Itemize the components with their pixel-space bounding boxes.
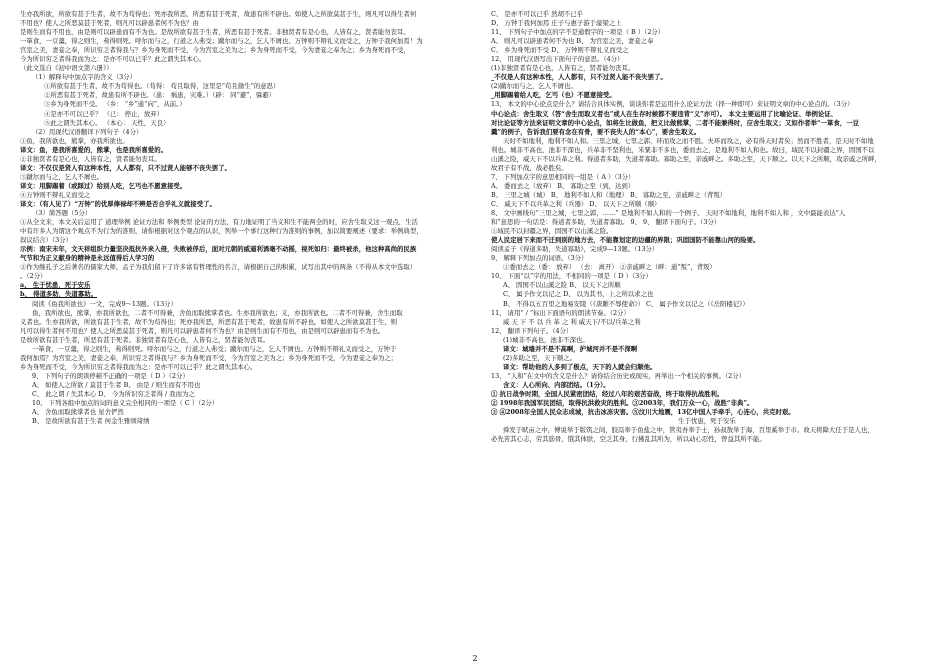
left-column-line: 。（2分）	[20, 272, 47, 281]
right-column-line: 10、 下面“以”字的用法，不相同的一项是（ D ）（3分）	[491, 272, 652, 281]
left-column-line: ③乡为身死而不受。 （乡： “乡”通“向”，从前。）	[44, 100, 186, 109]
right-column-line: 天时不如地利，地利不如人和。三里之城，七里之郭，环而攻之而不胜。夫环而攻之，必有得天时者矣；然而不胜者，是天时不如地	[503, 136, 874, 145]
right-column-line: (2)多助之至，天下顺之。	[503, 353, 576, 362]
left-column-line: 示例：南宋末年，文天祥组织力量坚决抵抗外来入侵，失败被俘后，面对元朝的威逼利诱毫不动摇，视死如归：最终被杀，他这种高尚的民族	[20, 245, 417, 254]
right-column-line: 7、 下列加点字的意思相同的一组是（ A ）（3分）	[491, 172, 635, 181]
right-column-line: 山溪之险，威天下不以兵革之利。得道者多助，失道者寡助。寡助之至，亲戚畔之。多助之至，天下顺之。以天下之所顺，攻亲戚之所畔，	[491, 154, 881, 163]
right-column-line: 11、 请用“ / ”标出下面语句的朗读节奏。（2分）	[491, 308, 630, 317]
left-column-line: 是则生而有不用也，由是则可以辟患而有不为也。是故所欲有甚于生者，所恶有甚于死者。非独贤者有是心也，人皆有之，贤者能勿丧耳。	[20, 28, 410, 37]
right-column-line: 羹”的例子，告诉我们要有念在有骨，要不丧失人的“本心”，要舍生取义。	[491, 127, 701, 136]
left-column-line: 译文：鱼，是我所喜爱的，熊掌，也是我所喜爱的。	[20, 145, 167, 154]
right-column-line: A、 委而去之（放弃） B、 寡助之至（到，达到）	[491, 181, 635, 190]
right-column-line: (2)蹴尔而与之，乞人不屑也。	[491, 82, 577, 91]
right-column-line: 和”意思的一句话是：得道者多助，失道者寡助。 9、 9、 翻译下面句子。（3分）	[491, 218, 721, 227]
right-column-line: ①委而去之（委： 放弃） （去： 离开） ②亲戚畔之（畔：通“叛”，背叛）	[503, 263, 716, 272]
right-column-line: 13、 “人和”在文中的含义是什么？请你结合历史或现实，再举出一个相关的事例。（2分）	[491, 371, 746, 380]
left-column-line: （此文选自《初中语文第六册》）	[20, 64, 113, 73]
left-column-line: 凡可以得生者何不用也？使人之所恶莫甚于死者，则凡可以辟患者何不为也？由是则生而有不用也，由是则可以辟患而有不为也。	[20, 326, 385, 335]
left-column-line: 鱼，我所欲也，熊掌，亦我所欲也，二者不可得兼，舍鱼而取熊掌者也。生亦我所欲也；义，亦我所欲也。二者不可得兼，舍生而取	[32, 308, 403, 317]
left-column-line: a、 生于忧患，死于安乐	[20, 281, 91, 290]
left-column	[20, 10, 450, 426]
left-column-line: 一箪食，一豆羹，得之则生，弗得则死。呼尔而与之，行道之人弗受；蹴尔而与之，乞人不屑也。万钟则不辩礼义而受之，万钟于我何加焉！为	[20, 37, 423, 46]
right-column-line: C、 威天下不以兵革之利（兵器） D、 以天下之所顺（顺）	[491, 199, 661, 208]
right-column-line: 使人民定居下来而不迁到别的地方去，不能靠划定的边疆的界限；巩固国防不能靠山河的险要。	[491, 236, 760, 245]
right-column-line: 译文：城墙并不是不高啊，护城河并不是不深啊	[503, 344, 638, 353]
left-column-line: B、 是故所欲有甚于生者 何金生雅颂琦绣	[32, 417, 150, 426]
right-column	[491, 10, 923, 444]
left-column-line: 9、 下列句子的朗读停顿不正确的一项是（ D ）（2分）	[32, 371, 189, 380]
left-column-line: 乡为身死而不受，今为所识穷乏者得我而为之：是亦不可以已乎？此之谓失其本心。	[20, 362, 257, 371]
right-column-line: (1)非独贤者有是心也，人皆有之，贤者能勿丧耳。	[491, 64, 635, 73]
right-column-line: _用脚踢着给人吃，乞丐（也）不愿意接受。	[491, 91, 616, 100]
left-column-line: （2）用现代汉语翻译下列句子（4分）	[32, 127, 143, 136]
left-column-line: b、 得道多助，失道寡助。	[20, 290, 97, 299]
right-column-line: ③ ④2008年全国人民众志成城，抗击冰冻灾害。⑤汶川大地震，13亿中国人手牵手，心连心，共克时艰。	[491, 408, 795, 417]
left-column-line: ③蹴尔而与之，乞人不屑也。	[20, 172, 104, 181]
left-column-line: ②非独贤者有是心也，人皆有之，贤者能勿丧耳。	[20, 154, 161, 163]
right-column-line: D、 万钟于我何加焉 庄子与惠子游于濠梁之上	[491, 19, 622, 28]
right-column-line: 舜发于畎亩之中，傅说举于版筑之间，胶鬲举于鱼盐之中，管夷吾举于士，孙叔敖举于海，百里奚举于市。故天将降大任于是人也，	[503, 426, 874, 435]
left-column-line: 10、 下列各组中加点的词的意义完全相同的一项是（ C ）（2分）	[32, 399, 219, 408]
left-column-line: ④万钟则不辩礼义而受之	[20, 190, 91, 199]
left-column-line: A、 舍鱼而取熊掌者也 星舍俨然	[32, 408, 124, 417]
left-column-line: 不用也？使人之所恶莫甚于死者，则凡可以辟患者何不为也？由	[20, 19, 199, 28]
left-column-line: ④是亦不可以已乎？ （已： 停止，放弃）	[44, 109, 164, 118]
right-column-line: ①域民不以封疆之界，固国不以山溪之险。	[491, 227, 613, 236]
right-column-line: B、 不得以五百里之地易安陵（《唐雎不辱使命》） C、 属予作文以记之（《岳阳楼记》）	[503, 299, 749, 308]
left-column-line: 是故所欲有甚于生者，所恶有甚于死者。非独贤者有是心也，人皆有之，贤者能勿丧耳。	[20, 335, 270, 344]
left-column-line: 译文：用脚踢着（或踩过）给别人吃，乞丐也不愿意接受。	[20, 181, 187, 190]
right-column-line: ① 抗日战争时期，全国人民紧密团结，经过八年的艰苦奋战，终于取得抗战胜利。	[491, 389, 724, 398]
right-column-line: 阅读孟子《得道多助，失道寡助》，完成9—13题。（13分）	[491, 245, 659, 254]
left-column-line: 气节和为正义献身的精神是永远值得后人学习的	[20, 254, 155, 263]
right-column-line: ② 1998年我国军民团结，取得抗洪救灾的胜利。③2003年，我们万众一心，战胜“非典”。	[491, 399, 754, 408]
right-column-line: _不仅是人有这种本性，人人都有，只不过贤人能不丧失罢了。	[491, 73, 667, 82]
left-column-line: （1）解释句中加点字的含义（3分）	[32, 73, 136, 82]
right-column-line: 威 天 下 不 以 兵 革 之 利 威天下/不以/兵革之利	[503, 317, 641, 326]
left-column-line: 译文：（有人见了）“万钟”的优厚俸禄却不辨是否合乎礼义就接受了。	[20, 199, 216, 208]
right-column-line: (1)城非不高也，池非不深也。	[503, 335, 589, 344]
left-column-line: 一箪食，一豆羹，得之则生，弗得则死。呼尔而与之，行道之人弗受；蹴尔而与之，乞人不屑也。万钟则不辩礼义而受之，万钟于	[32, 344, 397, 353]
left-column-line: ②作为继孔子之后著名的儒家大师，孟子为我们留下了许多富有哲理性的名言，请根据自己的积累，试写出其中的两条（不得从本文中选取）	[20, 263, 417, 272]
left-column-line: 叙议结合）（3分）	[20, 236, 72, 245]
right-column-line: 12、 用现代汉语写出下面句子的意思。（4分）	[491, 55, 624, 64]
right-column-line: 故君子有不战，战必胜矣。	[491, 163, 568, 172]
left-column-line: （3）简答题（5分）	[32, 209, 92, 218]
right-column-line: 含义：人心所向、内部团结。（1分）。	[503, 380, 610, 389]
left-column-line: ①鱼，我所欲也，熊掌，亦我所欲也。	[20, 136, 129, 145]
right-column-line: C、 属予作文以记之 D、 以为其书，上之所以求之也	[503, 290, 654, 299]
right-column-line: 译文：帮助他的人多到了极点，天下的人就会归顺他。	[503, 362, 657, 371]
right-column-line: C、 乡为身死而不受 D、 万钟则不辩礼义而受之	[491, 46, 629, 55]
left-column-line: 译文：不仅仅是贤人有这种本性，人人都有，只不过贤人能够不丧失罢了。	[20, 163, 231, 172]
left-column-line: 我何加焉？为宫室之美，妻妾之奉，所识穷乏者得我与？乡为身死而不受，今为宫室之美为之；乡为身死而不受，今为妻妾之奉为之；	[20, 353, 398, 362]
left-column-line: 宫室之美，妻妾之奉，所识穷乏者得我与？乡为身死而不受，今为宫室之美为之；乡为身死而不受，今为妻妾之奉为之；乡为身死而不受，	[20, 46, 410, 55]
right-column-line: 中心论点：舍生取义（答“舍生而取义者也”或人在生存时候都不要违背“义”亦可）。 本文主要运用了比喻论证、举例论证、	[491, 109, 838, 118]
right-column-line: 9、 解释下列加点的词语。（3分）	[491, 254, 588, 263]
right-column-line: 12、 翻译下列句子。（4分）	[491, 326, 573, 335]
left-column-line: ②所恶有甚于死者，故患有所不辟也。（患： 祸患，灾难。）（辟： 同“避”，躲避）	[44, 91, 276, 100]
right-column-line: 8、 文中画线句“三里之城，七里之郭，……” 是地利不如人和的一个例子。 天时不如地利，地利不如人和 ，文中最能表达“人	[491, 209, 846, 218]
left-column-line: 今为所识穷乏者得我而为之：是亦不可以已乎？此之谓失其本心。	[20, 55, 206, 64]
left-column-line: A、 如使人之所欲 / 莫甚于生者 B、 由是 / 则生而有不用也	[32, 380, 201, 389]
right-column-line: A、 则凡可以辟患者何不为也 B、 为宫室之美，妻妾之奉	[491, 37, 654, 46]
left-column-line: ⑤此之谓失其本心。 （本心： 天性，天良）	[44, 118, 170, 127]
right-column-line: 利也。城非不高也，池非不深也，兵革非不坚利也，米粟非不多也，委而去之，是地利不如人和也。故曰，域民不以封疆之界，固国不以	[491, 145, 875, 154]
right-column-line: 必先苦其心志，劳其筋骨，饿其体肤，空乏其身，行拂乱其所为，所以动心忍性，曾益其所不能。	[491, 435, 766, 444]
page-number: 2	[472, 654, 478, 663]
right-column-line: 生于忧患，死于安乐	[678, 417, 736, 426]
right-column-line: 对比论证等方法来证明文章的中心论点，如将生比做鱼，把义比做熊掌，二者不能兼得时，应舍生取义；又如作者举“一箪食，一豆	[491, 118, 859, 127]
left-column-line: 义者也。生亦我所欲，所欲有甚于生者，故不为苟得也；死亦我所恶，所恶有甚于死者，故患有所不辟也。如使人之所欲莫甚于生，则	[20, 317, 398, 326]
left-column-line: C、 此之谓 / 失其本心 D、 今为所识穷乏者得 / 我而为之	[32, 389, 195, 398]
right-column-line: 11、 下列句子中加点的字不是通假字的一项是（ B ）（2分）	[491, 28, 665, 37]
right-column-line: B、 三里之城（城） B、 地利不如人和（地理） B、 寡助之至，亲戚畔之（背叛）	[491, 190, 727, 199]
left-column-line: 阅读《鱼我所欲也》一文，完成9～13题。（13分）	[32, 299, 177, 308]
right-column-line: C、 是亦不可以已乎 然胡不已乎	[491, 10, 584, 18]
right-column-line: 13、 本文的中心论点是什么？请结合具体实例，谈谈你者是运用什么论证方法（择一种即可）来证明文章的中心论点的。（3分）	[491, 100, 854, 109]
left-column-line: ①从全文来，本文关后运用了 道理举例 论证方法和 举例类型 论证的方法，有力地证明了当义和生不能两全的时，应舍生取义这一观点，生活	[20, 218, 418, 227]
left-column-line: 中有许多人为谓这个观点不为行为的准则，请你根据对这个观点的认识，列举一个事行这种行为准则的事例，加以简要阐述（要求：举例典型，	[20, 227, 423, 236]
left-column-line: ①所欲有甚于生者，故不为苟得也。（苟得： 苟且取得，这里是“苟且偷生”的意思）	[44, 82, 280, 91]
left-column-line: 生亦我所欲，所欲有甚于生者，故不为苟得也；死亦我所恶，所恶有甚于死者，故患有所不辟也。如使人之所欲莫甚于生，则凡可以得生者何	[20, 10, 417, 18]
right-column-line: A、 固国不以山溪之险 B、 以天下之所顺	[503, 281, 621, 290]
